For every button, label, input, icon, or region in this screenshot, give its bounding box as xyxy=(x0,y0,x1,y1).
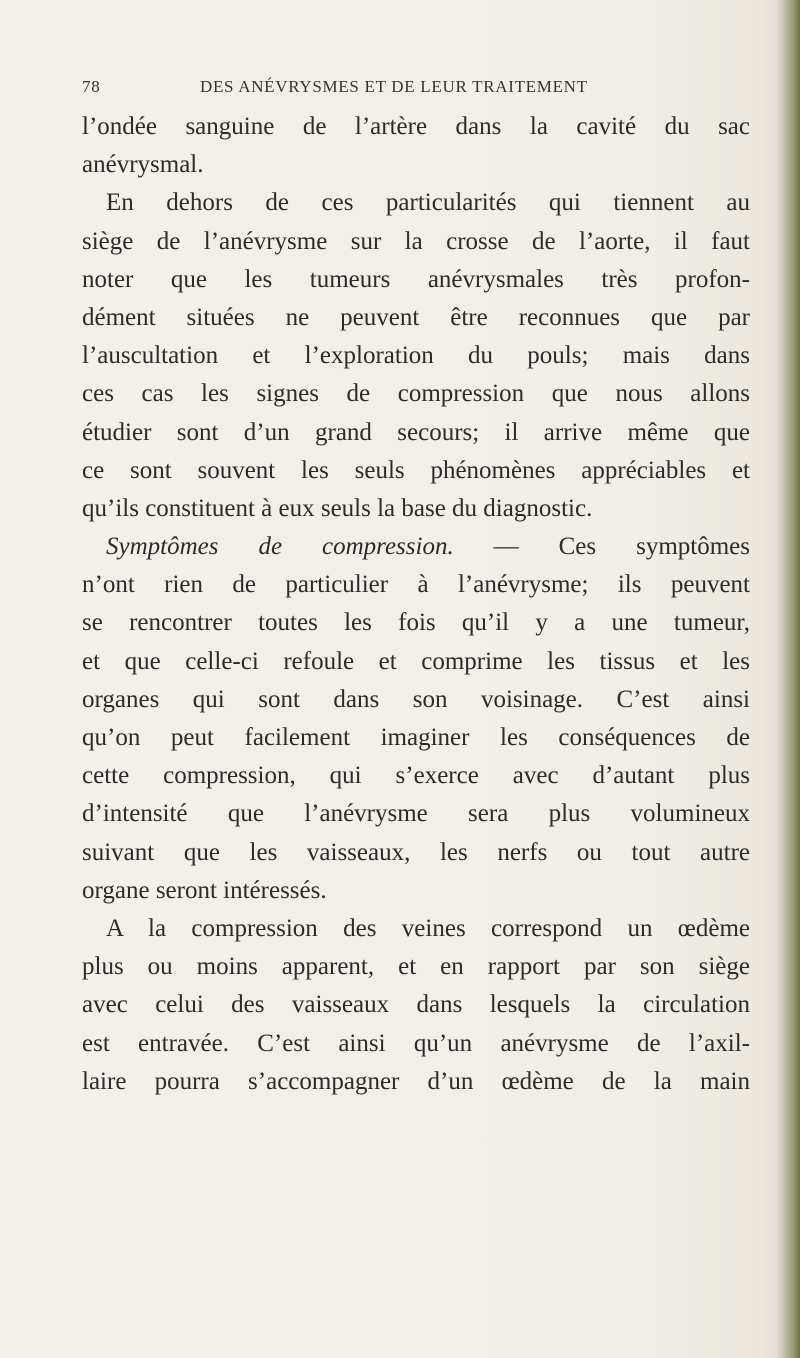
text-line: anévrysmal. xyxy=(82,151,204,179)
text-line: qu’on peut facilement imaginer les conséquences de xyxy=(82,724,750,751)
body-text xyxy=(82,108,750,1101)
text-line: organe seront intéressés. xyxy=(82,876,327,904)
running-header xyxy=(82,77,722,103)
text-line: se rencontrer toutes les fois qu’il y a une tumeur, xyxy=(82,609,750,637)
text-line: et que celle-ci refoule et comprime les tissus et les xyxy=(82,647,750,675)
text-line: laire pourra s’accompagner d’un œdème de la main xyxy=(82,1067,750,1095)
text-line: avec celui des vaisseaux dans lesquels la circulation xyxy=(82,991,750,1019)
text-line: cette compression, qui s’exerce avec d’autant plus xyxy=(82,762,750,790)
page-number: 78 xyxy=(82,77,101,96)
heading-continuation: — Ces symptômes xyxy=(453,533,750,561)
page-binding-edge xyxy=(776,0,800,1358)
text-line: n’ont rien de particulier à l’anévrysme; ils peuvent xyxy=(82,571,750,599)
text-line: En dehors de ces particularités qui tiennent au xyxy=(106,189,750,217)
section-heading: Symptômes de compression. xyxy=(106,533,454,561)
text-line: organes qui sont dans son voisinage. C’est ainsi xyxy=(82,685,750,713)
text-line: étudier sont d’un grand secours; il arrive même que xyxy=(82,418,750,446)
text-line: est entravée. C’est ainsi qu’un anévrysme de l’axil- xyxy=(82,1029,750,1057)
text-line: suivant que les vaisseaux, les nerfs ou tout autre xyxy=(82,838,750,866)
text-line: dément situées ne peuvent être reconnues que par xyxy=(82,303,750,331)
text-line: l’auscultation et l’exploration du pouls; mais dans xyxy=(82,342,750,370)
section-heading-line xyxy=(82,528,750,566)
text-line: A la compression des veines correspond un œdème xyxy=(106,914,750,942)
running-title: DES ANÉVRYSMES ET DE LEUR TRAITEMENT xyxy=(200,77,588,96)
text-line: siège de l’anévrysme sur la crosse de l’aorte, il faut xyxy=(82,227,750,255)
text-line: d’intensité que l’anévrysme sera plus volumineux xyxy=(82,800,750,828)
text-line: l’ondée sanguine de l’artère dans la cavité du sac xyxy=(82,113,750,140)
text-line: qu’ils constituent à eux seuls la base du diagnostic. xyxy=(82,494,593,522)
text-line: plus ou moins apparent, et en rapport par son siège xyxy=(82,953,750,981)
text-line: ces cas les signes de compression que nous allons xyxy=(82,380,750,408)
text-line: noter que les tumeurs anévrysmales très profon- xyxy=(82,265,750,293)
text-line: ce sont souvent les seuls phénomènes appréciables et xyxy=(82,456,750,484)
